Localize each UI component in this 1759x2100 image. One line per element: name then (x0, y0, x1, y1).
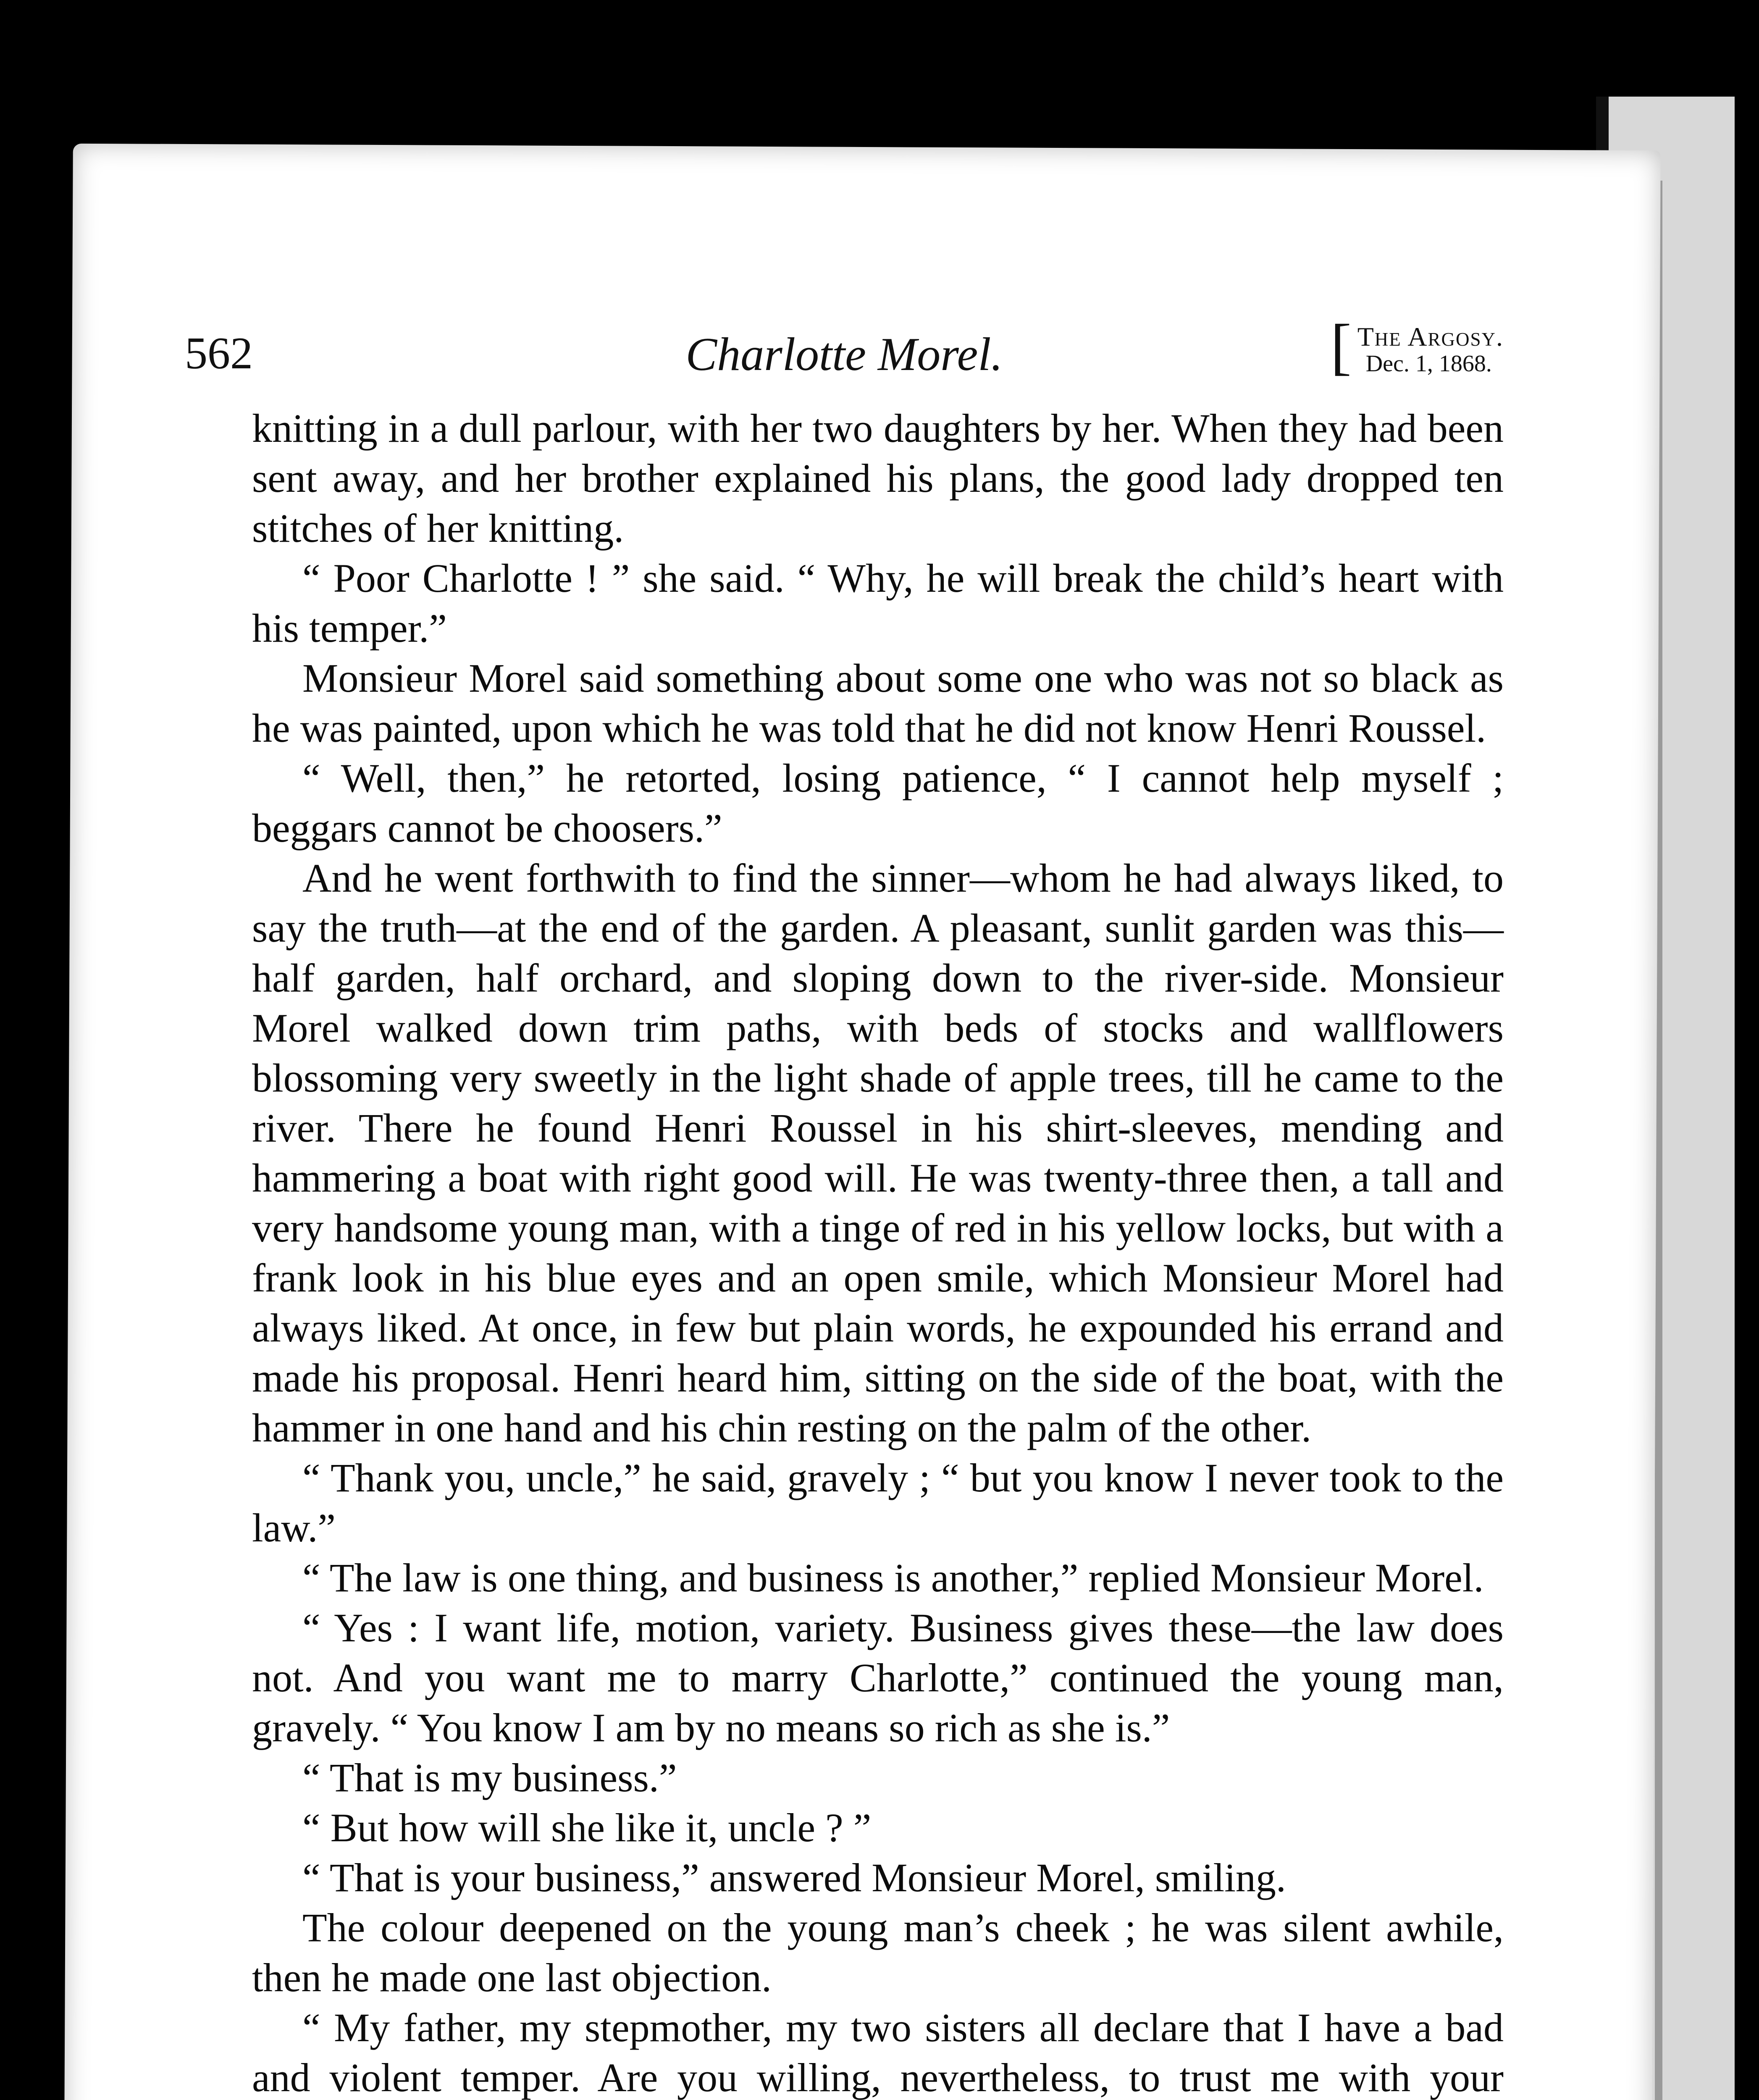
running-head (185, 312, 1504, 391)
publication-reference (1330, 312, 1504, 381)
paragraph: “ Well, then,” he retorted, losing patience, “ I cannot help myself ; beggars cannot be choosers.” (252, 756, 1504, 850)
publication-date: Dec. 1, 1868. (1365, 351, 1492, 377)
page-number: 562 (185, 328, 253, 378)
publication-name: The Argosy. (1357, 322, 1504, 352)
paragraph: “ That is my business.” (302, 1755, 677, 1800)
chapter-title: Charlotte Morel. (685, 328, 1003, 381)
paragraph: “ Poor Charlotte ! ” she said. “ Why, he will break the child’s heart with his temper.” (252, 556, 1504, 651)
publication-bracket: [ (1330, 312, 1352, 381)
paragraph: “ Yes : I want life, motion, variety. Business gives these—the law does not. And you want me to marry Charlotte,” continued the young man, gravely. “ You know I am by no means so rich as she is.” (252, 1605, 1504, 1750)
publication-lines (1357, 323, 1504, 377)
paragraph: knitting in a dull parlour, with her two daughters by her. When they had been sent away, and her brother explained his plans, the good lady dropped ten stitches of her knitting. (252, 406, 1504, 551)
body-text (252, 403, 1504, 2100)
paragraph: And he went forthwith to find the sinner—whom he had always liked, to say the truth—at the end of the garden. A pleasant, sunlit garden was this—half garden, half orchard, and sloping down to the river-side. Monsieur Morel walked down trim paths, with beds of stocks and wallflowers blossoming very sweetly in the light shade of apple trees, till he came to the river. There he found Henri Roussel in his shirt-sleeves, mending and hammering a boat with right good will. He was twenty-three then, a tall and very handsome young man, with a tinge of red in his yellow locks, but with a frank look in his blue eyes and an open smile, which Monsieur Morel had always liked. At once, in few but plain words, he expounded his errand and made his proposal. Henri heard him, sitting on the side of the boat, with the hammer in one hand and his chin resting on the palm of the other. (252, 856, 1504, 1450)
paragraph: “ Thank you, uncle,” he said, gravely ; “ but you know I never took to the law.” (252, 1455, 1504, 1550)
paragraph: “ My father, my stepmother, my two sisters all declare that I have a bad and violent temper. Are you willing, nevertheless, to trust me with your (252, 2005, 1504, 2100)
paragraph: The colour deepened on the young man’s cheek ; he was silent awhile, then he made one last objection. (252, 1905, 1504, 2000)
paragraph: “ But how will she like it, uncle ? ” (302, 1805, 872, 1850)
paragraph: Monsieur Morel said something about some one who was not so black as he was painted, upon which he was told that he did not know Henri Roussel. (252, 656, 1504, 751)
paragraph: “ The law is one thing, and business is another,” replied Monsieur Morel. (302, 1555, 1484, 1600)
paragraph: “ That is your business,” answered Monsieur Morel, smiling. (302, 1855, 1286, 1900)
